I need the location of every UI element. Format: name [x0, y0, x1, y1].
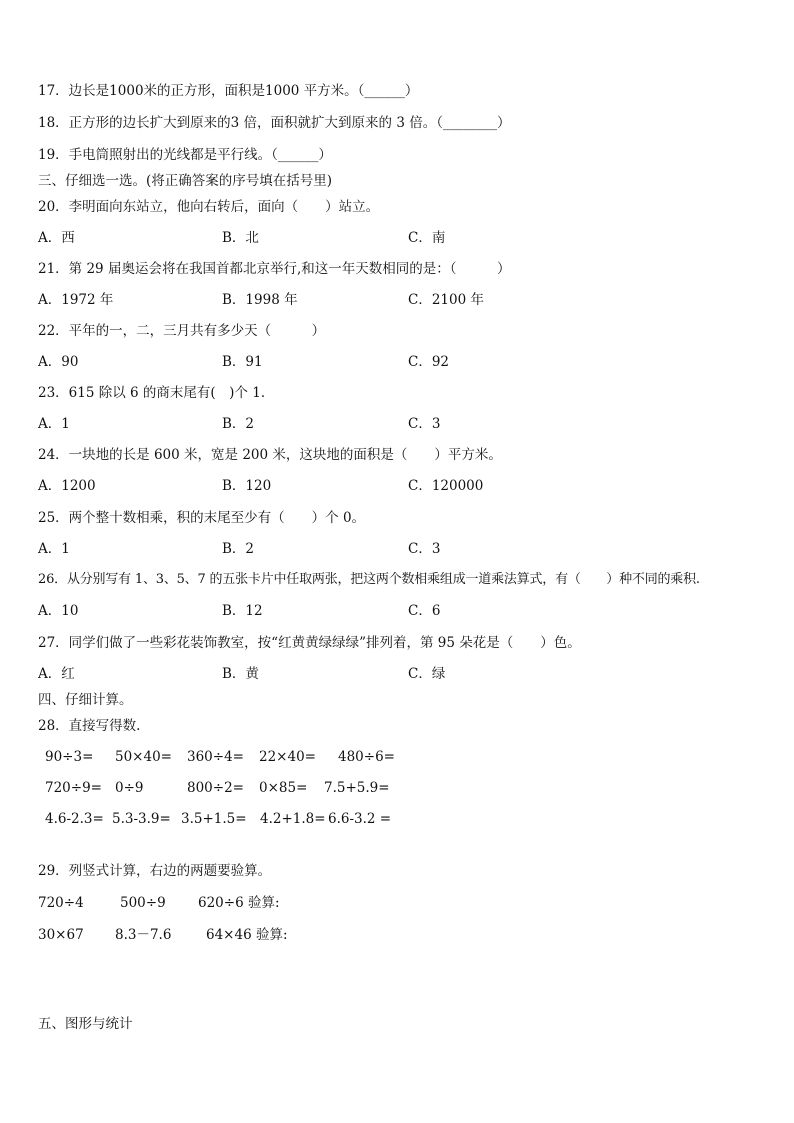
q28-cell: 0÷9 [115, 780, 144, 796]
question-18: 18．正方形的边长扩大到原来的3 倍，面积就扩大到原来的 3 倍。（________） [38, 115, 511, 131]
q24-option-b: B．120 [222, 478, 272, 494]
q29-cell: 720÷4 [38, 895, 84, 911]
section-5-title: 五、图形与统计 [38, 1016, 133, 1032]
question-28-title: 28．直接写得数. [38, 718, 141, 734]
q25-option-a: A．1 [38, 541, 70, 557]
q27-option-c: C．绿 [408, 666, 446, 682]
q20-option-c: C．南 [408, 230, 446, 246]
q23-option-b: B．2 [222, 416, 255, 432]
q29-cell: 620÷6 验算: [198, 895, 280, 911]
q29-cell: 64×46 验算: [206, 927, 288, 943]
q24-option-a: A．1200 [38, 478, 96, 494]
question-20: 20．李明面向东站立，他向右转后，面向（ ）站立。 [38, 199, 380, 215]
q25-option-c: C．3 [408, 541, 441, 557]
q29-cell: 500÷9 [120, 895, 166, 911]
q20-option-a: A．西 [38, 230, 75, 246]
question-24: 24．一块地的长是 600 米，宽是 200 米，这块地的面积是（ ）平方米。 [38, 447, 502, 463]
q28-cell: 7.5+5.9= [324, 780, 390, 796]
question-29-title: 29．列竖式计算，右边的两题要验算。 [38, 863, 272, 879]
q22-option-c: C．92 [408, 354, 450, 370]
q22-option-b: B．91 [222, 354, 263, 370]
q22-option-a: A．90 [38, 354, 79, 370]
question-21: 21．第 29 届奥运会将在我国首都北京举行,和这一年天数相同的是：（ ） [38, 261, 511, 277]
q28-cell: 4.2+1.8= [260, 811, 326, 827]
q26-option-b: B．12 [222, 603, 263, 619]
q21-option-a: A．1972 年 [38, 292, 114, 308]
q21-option-c: C．2100 年 [408, 292, 484, 308]
q27-option-a: A．红 [38, 666, 75, 682]
q26-option-a: A．10 [38, 603, 79, 619]
q28-cell: 3.5+1.5= [181, 811, 247, 827]
section-3-title: 三、仔细选一选。(将正确答案的序号填在括号里) [38, 173, 333, 189]
question-25: 25．两个整十数相乘，积的末尾至少有（ ）个 0。 [38, 510, 366, 526]
q28-cell: 5.3-3.9= [112, 811, 171, 827]
q28-cell: 4.6-2.3= [45, 811, 104, 827]
q28-cell: 360÷4= [187, 749, 244, 765]
question-27: 27．同学们做了一些彩花装饰教室，按“红黄黄绿绿绿”排列着，第 95 朵花是（ ）色。 [38, 635, 581, 651]
question-19: 19．手电筒照射出的光线都是平行线。（______） [38, 147, 332, 163]
q28-cell: 800÷2= [187, 780, 244, 796]
q23-option-c: C．3 [408, 416, 441, 432]
question-17: 17．边长是1000米的正方形，面积是1000 平方米。（______） [38, 83, 419, 99]
q29-cell: 8.3－7.6 [115, 927, 172, 943]
question-22: 22．平年的一，二，三月共有多少天（ ） [38, 323, 326, 339]
q27-option-b: B．黄 [222, 666, 259, 682]
q24-option-c: C．120000 [408, 478, 484, 494]
q26-option-c: C．6 [408, 603, 441, 619]
section-4-title: 四、仔细计算。 [38, 692, 133, 708]
q29-cell: 30×67 [38, 927, 84, 943]
q25-option-b: B．2 [222, 541, 255, 557]
q28-cell: 6.6-3.2 = [328, 811, 392, 827]
q23-option-a: A．1 [38, 416, 70, 432]
q28-cell: 480÷6= [338, 749, 395, 765]
q28-cell: 22×40= [259, 749, 316, 765]
q20-option-b: B．北 [222, 230, 259, 246]
question-23: 23．615 除以 6 的商末尾有( )个 1． [38, 385, 275, 401]
q28-cell: 90÷3= [45, 749, 94, 765]
q28-cell: 720÷9= [45, 780, 102, 796]
question-26: 26．从分别写有 1、3、5、7 的五张卡片中任取两张，把这两个数相乘组成一道乘法算式，有（ ）种不同的乘积. [38, 572, 700, 587]
q28-cell: 50×40= [115, 749, 172, 765]
q28-cell: 0×85= [259, 780, 308, 796]
q21-option-b: B．1998 年 [222, 292, 298, 308]
